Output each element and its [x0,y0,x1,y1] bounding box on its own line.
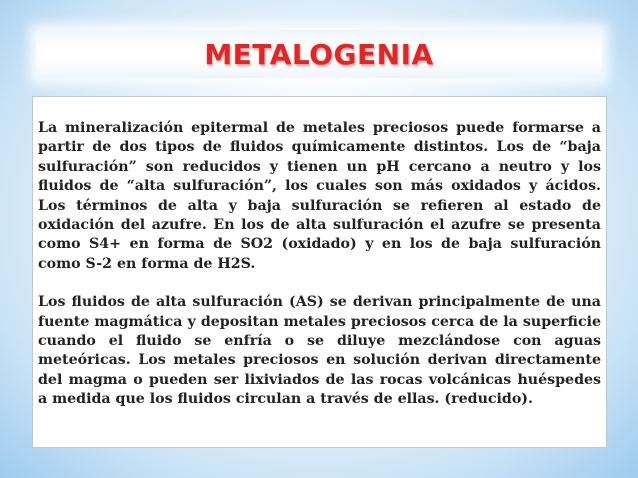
paragraph-epithermal-mineralization: La mineralización epitermal de metales preciosos puede formarse a partir de dos tipos de fluidos químicamente distintos. Los de “baja sulfuración” son reducidos y tienen un pH cercano a neutro y los fluidos de “alta sulfuración”, los cuales son más oxidados y ácidos. Los términos de alta y baja sulfuración se refieren al estado de oxidación del azufre. En los de alta sulfuración el azufre se presenta como S4+ en forma de SO2 (oxidado) y en los de baja sulfuración como S-2 en forma de H2S. [38,120,601,272]
title-banner [36,30,602,78]
slide-title: METALOGENIA [204,37,434,71]
content-box [32,96,607,448]
paragraph-high-sulfidation-fluids: Los fluidos de alta sulfuración (AS) se derivan principalmente de una fuente magmática y depositan metales preciosos cerca de la superficie cuando el fluido se enfría o se diluye mezclándose con aguas meteóricas. Los metales preciosos en solución derivan directamente del magma o pueden ser lixiviados de las rocas volcánicas huéspedes a medida que los fluidos circulan a través de ellas. (reducido). [38,294,601,408]
